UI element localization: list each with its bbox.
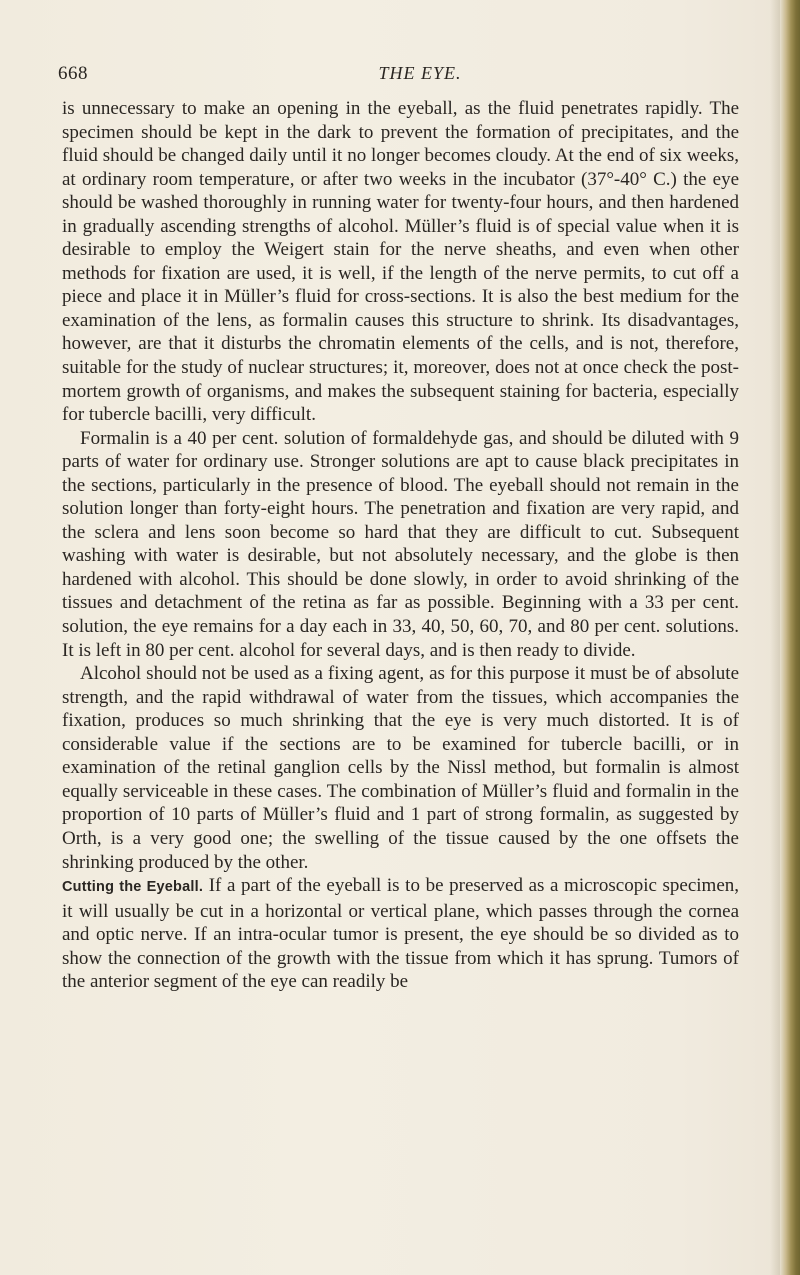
paragraph-cutting-the-eyeball xyxy=(62,874,739,994)
page-edge xyxy=(780,0,800,1275)
paragraph-formalin: Formalin is a 40 per cent. solution of formaldehyde gas, and should be diluted with 9 parts of water for ordinary use. Stronger solutions are apt to cause black precipitates in the sections, particularly in the presence of blood. The eyeball should not remain in the solution longer than forty-eight hours. The penetration and fixation are very rapid, and the sclera and lens soon become so hard that they are difficult to cut. Subsequent washing with water is desirable, but not absolutely necessary, and the globe is then hardened with alcohol. This should be done slowly, in order to avoid shrinking of the tissues and detachment of the retina as far as possible. Beginning with a 33 per cent. solution, the eye remains for a day each in 33, 40, 50, 60, 70, and 80 per cent. solutions. It is left in 80 per cent. alcohol for several days, and is then ready to divide. xyxy=(62,427,739,661)
section-text: If a part of the eyeball is to be preserved as a microscopic specimen, it will usually be cut in a horizontal or vertical plane, which passes through the cornea and optic nerve. If an intra-ocular tumor is present, the eye should be so divided as to show the connection of the growth with the tissue from which it has sprung. Tumors of the anterior segment of the eye can readily be xyxy=(62,875,740,993)
page-gutter-shadow xyxy=(770,0,780,1275)
body-text xyxy=(62,97,739,994)
paragraph-alcohol: Alcohol should not be used as a fixing agent, as for this purpose it must be of absolute strength, and the rapid withdrawal of water from the tissues, which accompanies the fixation, produces so much shrinking that the eye is very much distorted. It is of considerable value if the sections are to be examined for tubercle bacilli, or in examination of the retinal ganglion cells by the Nissl method, but formalin is almost equally serviceable in these cases. The combination of Müller’s fluid and formalin in the proportion of 10 parts of Müller’s fluid and 1 part of strong formalin, as suggested by Orth, is a very good one; the swelling of the tissue caused by the one offsets the shrinking produced by the other. xyxy=(62,663,739,873)
page-number: 668 xyxy=(58,63,88,84)
section-heading: Cutting the Eyeball. xyxy=(62,879,204,896)
running-title: THE EYE. xyxy=(378,63,462,83)
paragraph-müllers-fluid: is unnecessary to make an opening in the eyeball, as the fluid penetrates rapidly. The specimen should be kept in the dark to prevent the formation of precipitates, and the fluid should be changed daily until it no longer becomes cloudy. At the end of six weeks, at ordinary room temperature, or after two weeks in the incubator (37°-40° C.) the eye should be washed thoroughly in running water for twenty-four hours, and then hardened in gradually ascending strengths of alcohol. Müller’s fluid is of special value when it is desirable to employ the Weigert stain for the nerve sheaths, and even when other methods for fixation are used, it is well, if the length of the nerve permits, to cut off a piece and place it in Müller’s fluid for cross-sections. It is also the best medium for the examination of the lens, as formalin causes this structure to shrink. Its disadvantages, however, are that it disturbs the chromatin elements of the cells, and is not, therefore, suitable for the study of nuclear structures; it, moreover, does not at once check the post-mortem growth of organisms, and makes the subsequent staining for bacteria, especially for tubercle bacilli, very difficult. xyxy=(62,98,739,426)
